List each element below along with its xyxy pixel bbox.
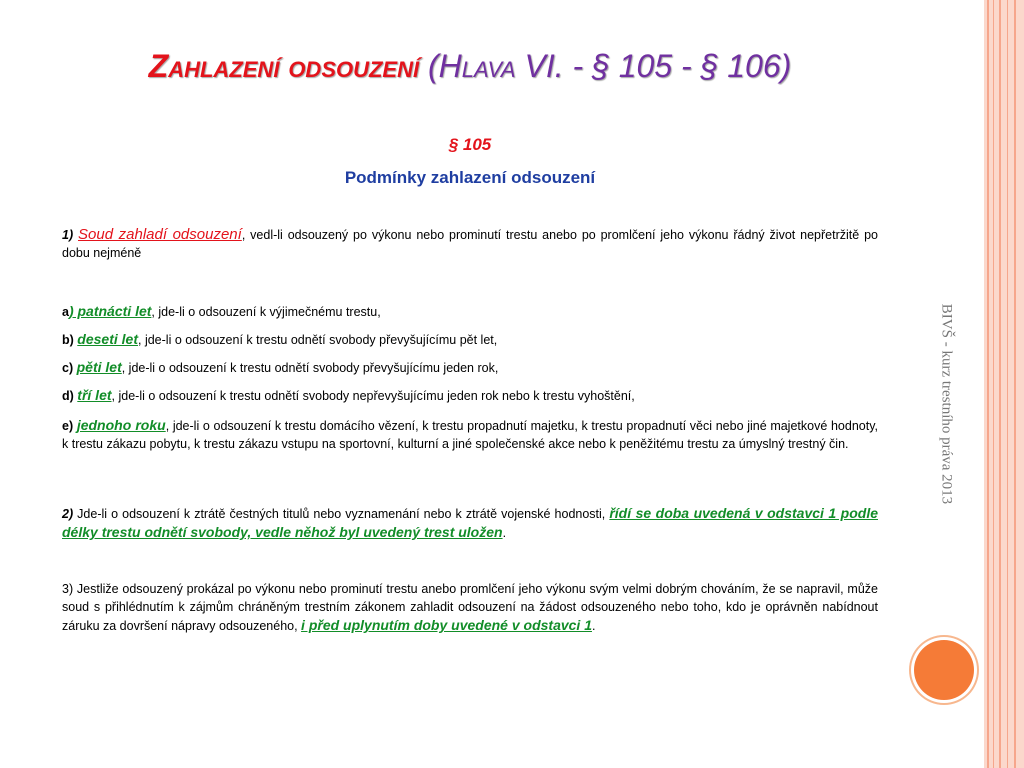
item-label: c) <box>62 361 74 375</box>
paragraph-1 <box>62 226 878 262</box>
highlight-green: řídí se doba uvedená v odstavci 1 podle délky trestu odnětí svobody, vedle něhož byl uvedený trest uložen <box>62 505 878 540</box>
item-text: , jde-li o odsouzení k trestu odnětí svobody nepřevyšujícímu jeden rok nebo k trestu vyhoštění, <box>111 389 635 403</box>
item-text: , jde-li o odsouzení k trestu odnětí svobody převyšujícímu jeden rok, <box>121 361 499 375</box>
stripe-line <box>1007 0 1008 768</box>
list-item-c <box>62 358 498 377</box>
item-label: b) <box>62 333 74 347</box>
item-text: , jde-li o odsouzení k výjimečnému trestu, <box>151 305 381 319</box>
section-mark: § 105 <box>448 135 492 154</box>
list-item-b <box>62 330 497 349</box>
item-label: a <box>62 305 69 319</box>
slide-title <box>0 48 940 85</box>
item-label: e) <box>62 419 74 433</box>
paragraph-text: 3) Jestliže odsouzený prokázal po výkonu nebo prominutí trestu anebo promlčení jeho výkonu svým velmi dobrým chováním, že se napravil, může soud s přihlédnutím k zájmům chráněným trestním zákonem zahladit odsouzení na žádost odsouzeného nebo toho, kdo je oprávněn nabídnout záruku za dovršení nápravy odsouzeného, <box>62 582 878 633</box>
list-item-a <box>62 302 381 321</box>
title-sub: (Hlava VI. - § 105 - § 106) <box>419 48 792 84</box>
item-text: , jde-li o odsouzení k trestu domácího vězení, k trestu propadnutí majetku, k trestu propadnutí věci nebo jiné majetkové hodnoty, k trestu zákazu pobytu, k trestu zákazu vstupu na sportovní, kulturní a jiné společenské akce nebo k peněžitému trestu za úmyslný trestný čin. <box>62 419 878 451</box>
highlight-green: pěti let <box>76 359 122 375</box>
decorative-stripe <box>984 0 1024 768</box>
paragraph-end: . <box>502 526 507 540</box>
highlight-green: deseti let <box>77 331 138 347</box>
item-text: , jde-li o odsouzení k trestu odnětí svobody převyšujícímu pět let, <box>138 333 498 347</box>
paragraph-2 <box>62 504 878 542</box>
list-item-d <box>62 386 635 405</box>
highlight-green: i před uplynutím doby uvedené v odstavci 1 <box>301 617 592 633</box>
highlight-red: Soud zahladí odsouzení <box>78 226 242 243</box>
item-label: d) <box>62 389 74 403</box>
decorative-circle <box>914 640 974 700</box>
paragraph-label: 1) <box>62 228 74 242</box>
title-main: Zahlazení odsouzení <box>148 48 420 84</box>
section-heading: Podmínky zahlazení odsouzení <box>344 168 596 187</box>
paragraph-text: Jde-li o odsouzení k ztrátě čestných titulů nebo vyznamenání nebo k ztrátě vojenské hodnosti, <box>73 507 610 521</box>
side-footer-text: BIVŠ - kurz trestního práva 2013 <box>938 303 955 505</box>
paragraph-text: , vedl-li odsouzený po výkonu nebo prominutí trestu anebo po promlčení jeho výkonu řádný život nepřetržitě po dobu nejméně <box>62 228 878 260</box>
list-item-e <box>62 416 878 453</box>
stripe-line <box>987 0 989 768</box>
stripe-line <box>993 0 994 768</box>
highlight-green: tří let <box>77 387 112 403</box>
highlight-green: jednoho roku <box>76 417 166 433</box>
stripe-line <box>1014 0 1016 768</box>
highlight-green: ) patnácti let <box>68 303 152 319</box>
paragraph-end: . <box>592 619 596 633</box>
paragraph-label: 2) <box>62 507 74 521</box>
paragraph-3 <box>62 580 878 635</box>
stripe-line <box>999 0 1001 768</box>
